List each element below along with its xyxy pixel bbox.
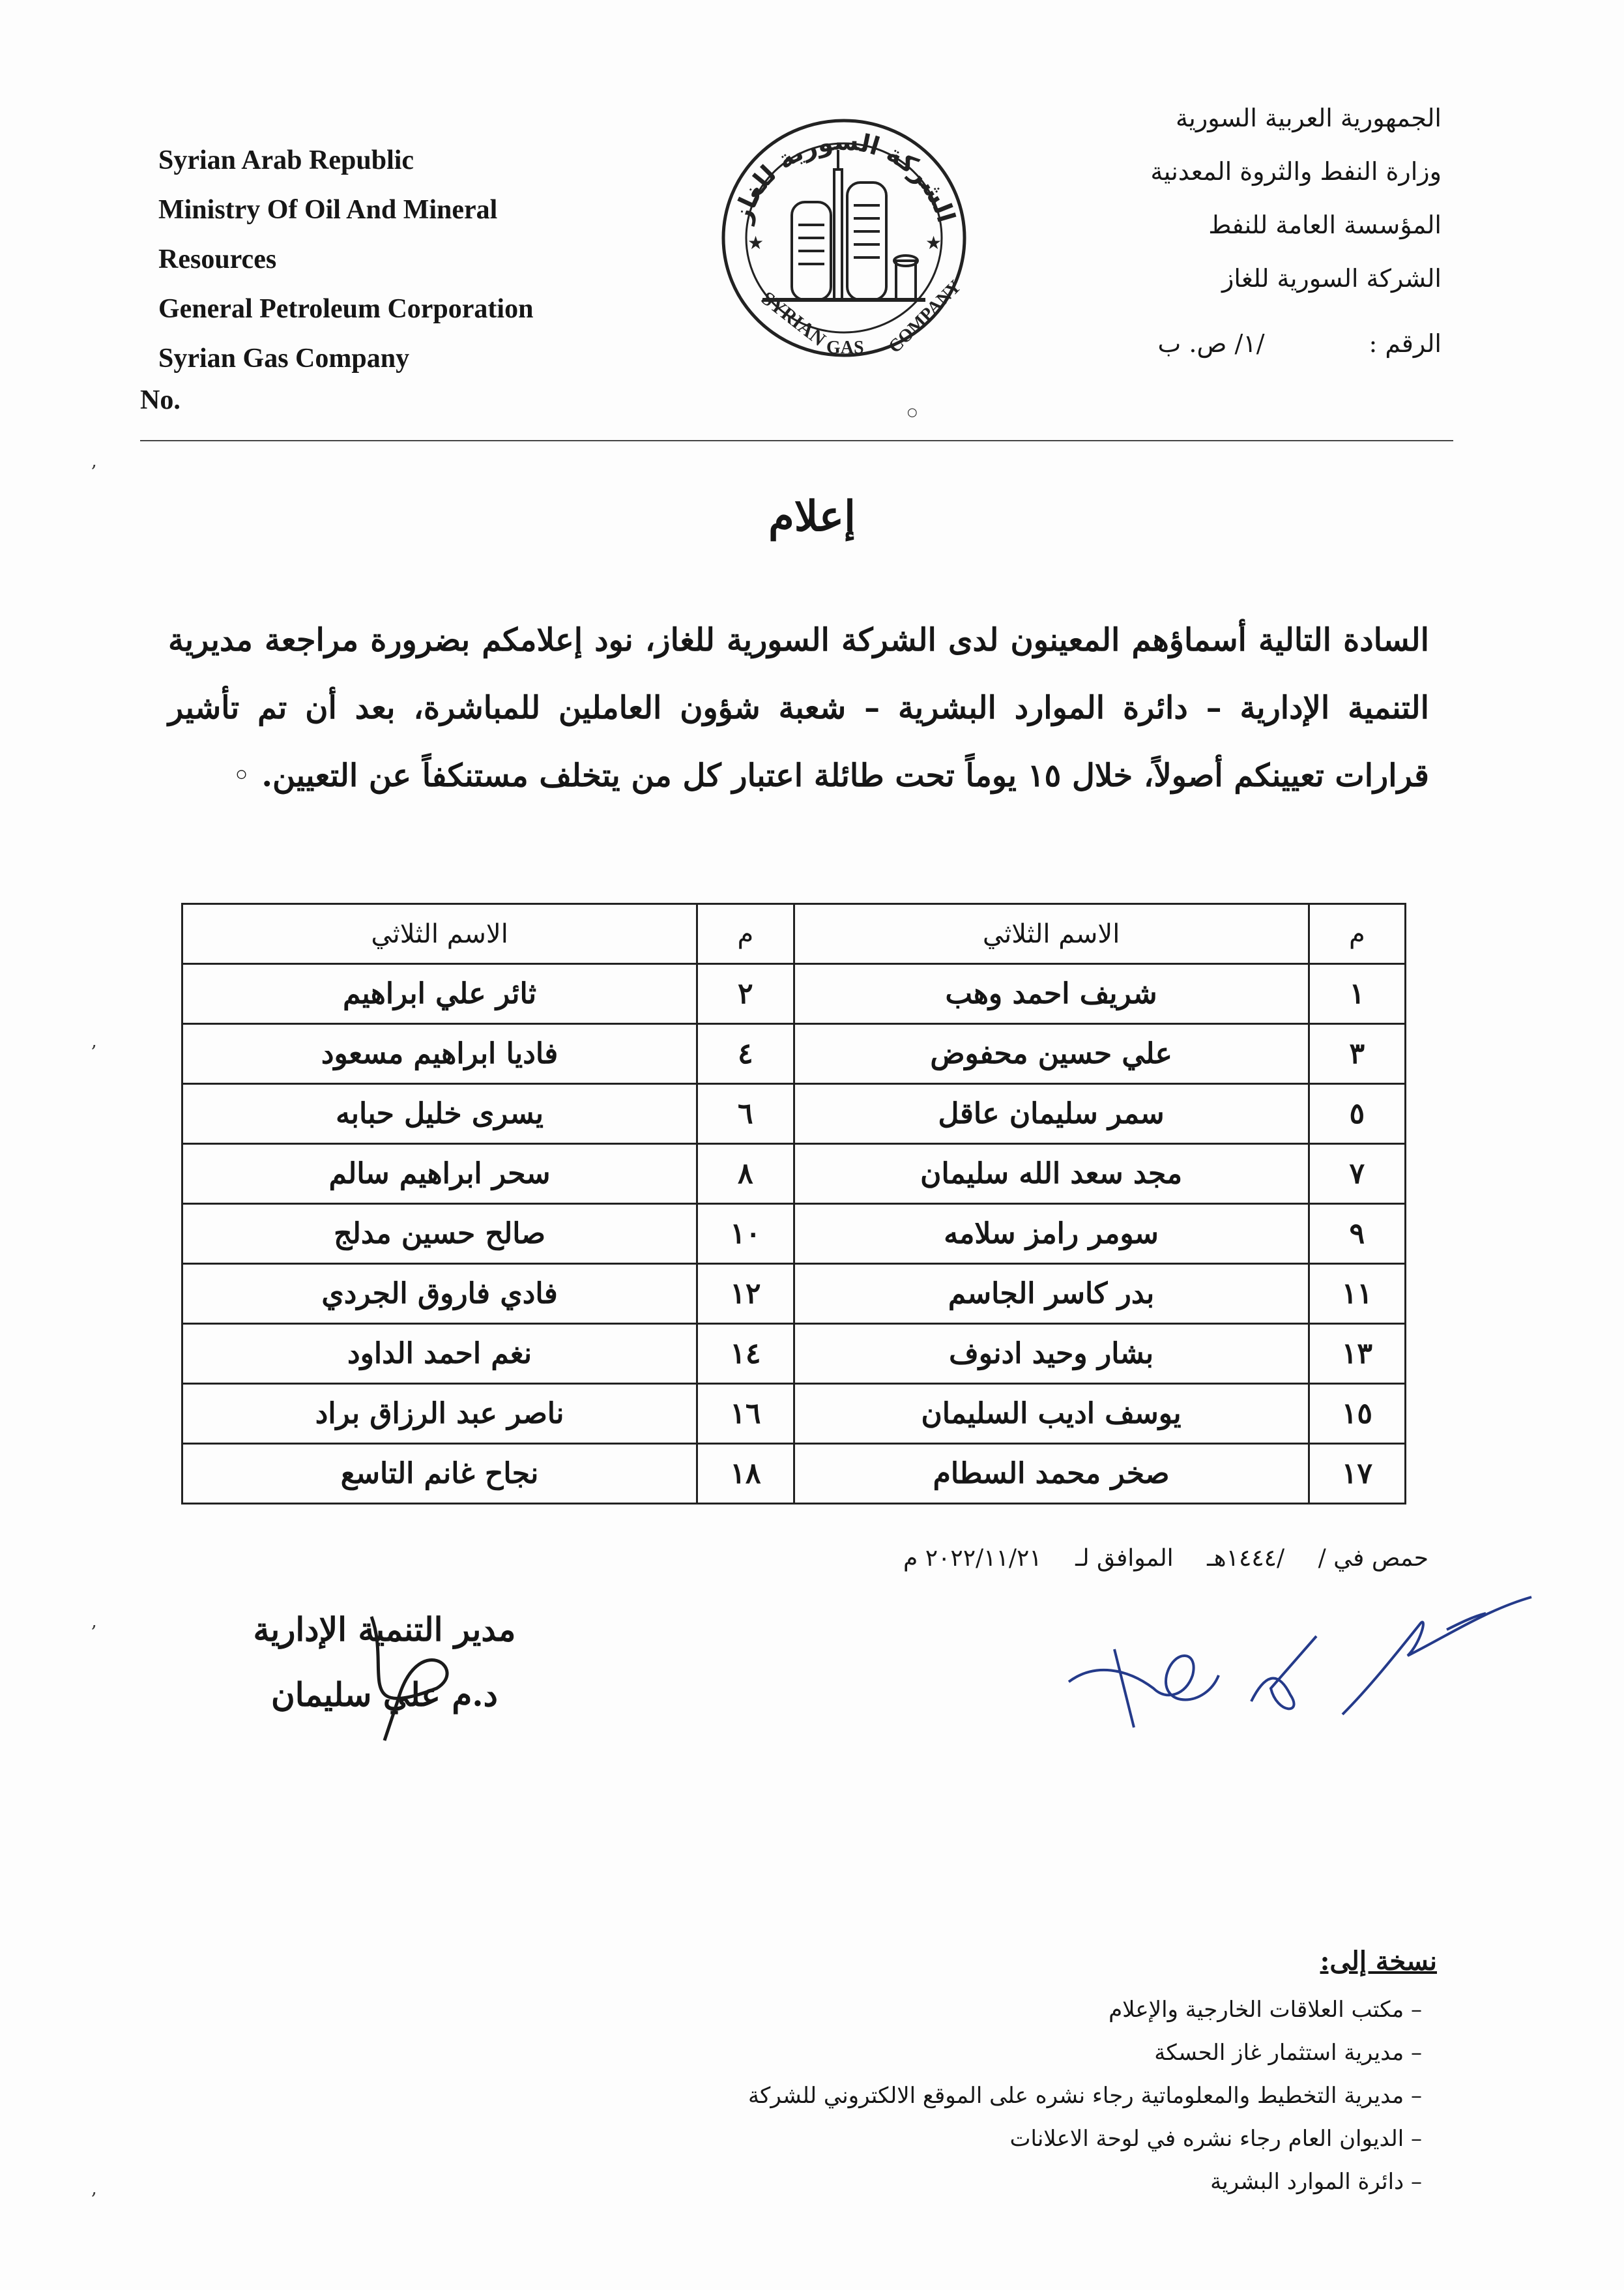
scan-mark: , bbox=[91, 1030, 97, 1051]
list-item: – دائرة الموارد البشرية bbox=[748, 2160, 1422, 2203]
row-name: فادي فاروق الجردي bbox=[182, 1264, 697, 1324]
ar-line-ministry: وزارة النفط والثروة المعدنية bbox=[1150, 157, 1442, 186]
table-row bbox=[182, 1084, 1406, 1144]
row-name: نجاح غانم التاسع bbox=[182, 1444, 697, 1504]
announcement-body: السادة التالية أسماؤهم المعينون لدى الشركة السورية للغاز، نود إعلامكم بضرورة مراجعة مديرية التنمية الإدارية – دائرة الموارد البشرية – شعبة شؤون العاملين للمباشرة، بعد أن تم تأشير قرارات تعيينكم أصولاً، خلال ١٥ يوماً تحت طائلة اعتبار كل من يتخلف مستنكفاً عن التعيين. ◦ bbox=[168, 622, 1430, 794]
header-name: الاسم الثلاثي bbox=[794, 904, 1309, 964]
row-number: ١٠ bbox=[697, 1204, 794, 1264]
header-number: م bbox=[1309, 904, 1405, 964]
logo-text-gas: GAS bbox=[826, 338, 864, 358]
en-line-company: Syrian Gas Company bbox=[158, 344, 410, 374]
row-name: مجد سعد الله سليمان bbox=[794, 1144, 1309, 1204]
row-number: ١٣ bbox=[1309, 1324, 1405, 1384]
list-item: – مديرية استثمار غاز الحسكة bbox=[748, 2031, 1422, 2074]
row-name: سحر ابراهيم سالم bbox=[182, 1144, 697, 1204]
row-name: يوسف اديب السليمان bbox=[794, 1384, 1309, 1444]
logo-arabic-text: الشركة السورية للغاز bbox=[727, 126, 961, 226]
signatory-name: د.م علي سليمان bbox=[271, 1675, 498, 1714]
row-number: ١٥ bbox=[1309, 1384, 1405, 1444]
row-name: علي حسين محفوض bbox=[794, 1024, 1309, 1084]
row-number: ٦ bbox=[697, 1084, 794, 1144]
row-number: ٨ bbox=[697, 1144, 794, 1204]
list-item: – الديوان العام رجاء نشره في لوحة الاعلانات bbox=[748, 2117, 1422, 2160]
row-name: سومر رامز سلامه bbox=[794, 1204, 1309, 1264]
copy-to-list bbox=[748, 1988, 1422, 2203]
date-line bbox=[877, 1545, 1428, 1572]
header-name: الاسم الثلاثي bbox=[182, 904, 697, 964]
copy-to-title: نسخة إلى: bbox=[1320, 1946, 1437, 1976]
row-number: ٤ bbox=[697, 1024, 794, 1084]
date-hijri: /١٤٤٤هـ bbox=[1207, 1545, 1285, 1572]
table-row bbox=[182, 1144, 1406, 1204]
row-name: يسرى خليل حبابه bbox=[182, 1084, 697, 1144]
row-name: صخر محمد السطام bbox=[794, 1444, 1309, 1504]
ref-label: الرقم : bbox=[1369, 329, 1442, 358]
syrian-gas-company-logo bbox=[707, 98, 981, 372]
row-number: ١٧ bbox=[1309, 1444, 1405, 1504]
ar-line-corporation: المؤسسة العامة للنفط bbox=[1208, 211, 1442, 239]
table-row bbox=[182, 1444, 1406, 1504]
svg-text:الشركة السورية للغاز bbox=[727, 127, 961, 228]
en-line-ministry: Ministry Of Oil And Mineral bbox=[158, 195, 498, 225]
handwritten-signature-left bbox=[222, 1591, 560, 1747]
handwritten-signature-right bbox=[1056, 1584, 1544, 1747]
table-row bbox=[182, 964, 1406, 1024]
header-divider bbox=[140, 440, 1453, 441]
logo-star-left: ★ bbox=[747, 232, 764, 254]
date-gregorian: ٢٠٢٢/١١/٢١ م bbox=[903, 1545, 1042, 1572]
ref-value: /١/ ص. ب bbox=[1157, 329, 1265, 358]
row-name: بدر كاسر الجاسم bbox=[794, 1264, 1309, 1324]
row-name: سمر سليمان عاقل bbox=[794, 1084, 1309, 1144]
table-header-row bbox=[182, 904, 1406, 964]
scan-mark: , bbox=[91, 1610, 97, 1632]
ar-line-country: الجمهورية العربية السورية bbox=[1175, 104, 1442, 132]
row-number: ٣ bbox=[1309, 1024, 1405, 1084]
en-line-corporation: General Petroleum Corporation bbox=[158, 294, 534, 324]
scan-mark: , bbox=[91, 2177, 97, 2199]
ar-line-company: الشركة السورية للغاز bbox=[1221, 264, 1442, 293]
signatory-title: مدير التنمية الإدارية bbox=[253, 1610, 516, 1649]
date-place: حمص في / bbox=[1318, 1545, 1428, 1572]
logo-star-right: ★ bbox=[925, 232, 942, 254]
english-letterhead bbox=[158, 136, 667, 383]
date-label: الموافق لـ bbox=[1075, 1545, 1174, 1572]
scan-mark: , bbox=[91, 450, 97, 471]
appointees-table bbox=[181, 903, 1406, 1505]
row-number: ١١ bbox=[1309, 1264, 1405, 1324]
arabic-letterhead bbox=[985, 91, 1442, 305]
table-body bbox=[182, 964, 1406, 1504]
reference-number-row bbox=[1158, 329, 1442, 358]
list-item: – مكتب العلاقات الخارجية والإعلام bbox=[748, 1988, 1422, 2031]
row-number: ٩ bbox=[1309, 1204, 1405, 1264]
row-name: بشار وحيد ادنوف bbox=[794, 1324, 1309, 1384]
table-row bbox=[182, 1204, 1406, 1264]
row-name: صالح حسين مدلج bbox=[182, 1204, 697, 1264]
row-name: ناصر عبد الرزاق براد bbox=[182, 1384, 697, 1444]
header-number: م bbox=[697, 904, 794, 964]
table-row bbox=[182, 1024, 1406, 1084]
table-row bbox=[182, 1384, 1406, 1444]
row-number: ٥ bbox=[1309, 1084, 1405, 1144]
row-name: ثائر علي ابراهيم bbox=[182, 964, 697, 1024]
page-title: إعلام bbox=[768, 492, 856, 541]
en-line-country: Syrian Arab Republic bbox=[158, 145, 414, 175]
logo-text-syrian: SYRIAN bbox=[757, 287, 830, 351]
row-number: ١ bbox=[1309, 964, 1405, 1024]
row-number: ١٢ bbox=[697, 1264, 794, 1324]
en-number-label: No. bbox=[140, 385, 181, 415]
logo-text-company: COMPANY bbox=[884, 276, 966, 357]
row-name: فاديا ابراهيم مسعود bbox=[182, 1024, 697, 1084]
row-name: نغم احمد الداود bbox=[182, 1324, 697, 1384]
row-number: ٧ bbox=[1309, 1144, 1405, 1204]
list-item: – مديرية التخطيط والمعلوماتية رجاء نشره على الموقع الالكتروني للشركة bbox=[748, 2074, 1422, 2117]
en-line-resources: Resources bbox=[158, 244, 277, 274]
row-number: ١٦ bbox=[697, 1384, 794, 1444]
table-row bbox=[182, 1324, 1406, 1384]
row-name: شريف احمد وهب bbox=[794, 964, 1309, 1024]
row-number: ٢ bbox=[697, 964, 794, 1024]
table-row bbox=[182, 1264, 1406, 1324]
scan-dot: ○ bbox=[907, 405, 918, 419]
row-number: ١٨ bbox=[697, 1444, 794, 1504]
row-number: ١٤ bbox=[697, 1324, 794, 1384]
